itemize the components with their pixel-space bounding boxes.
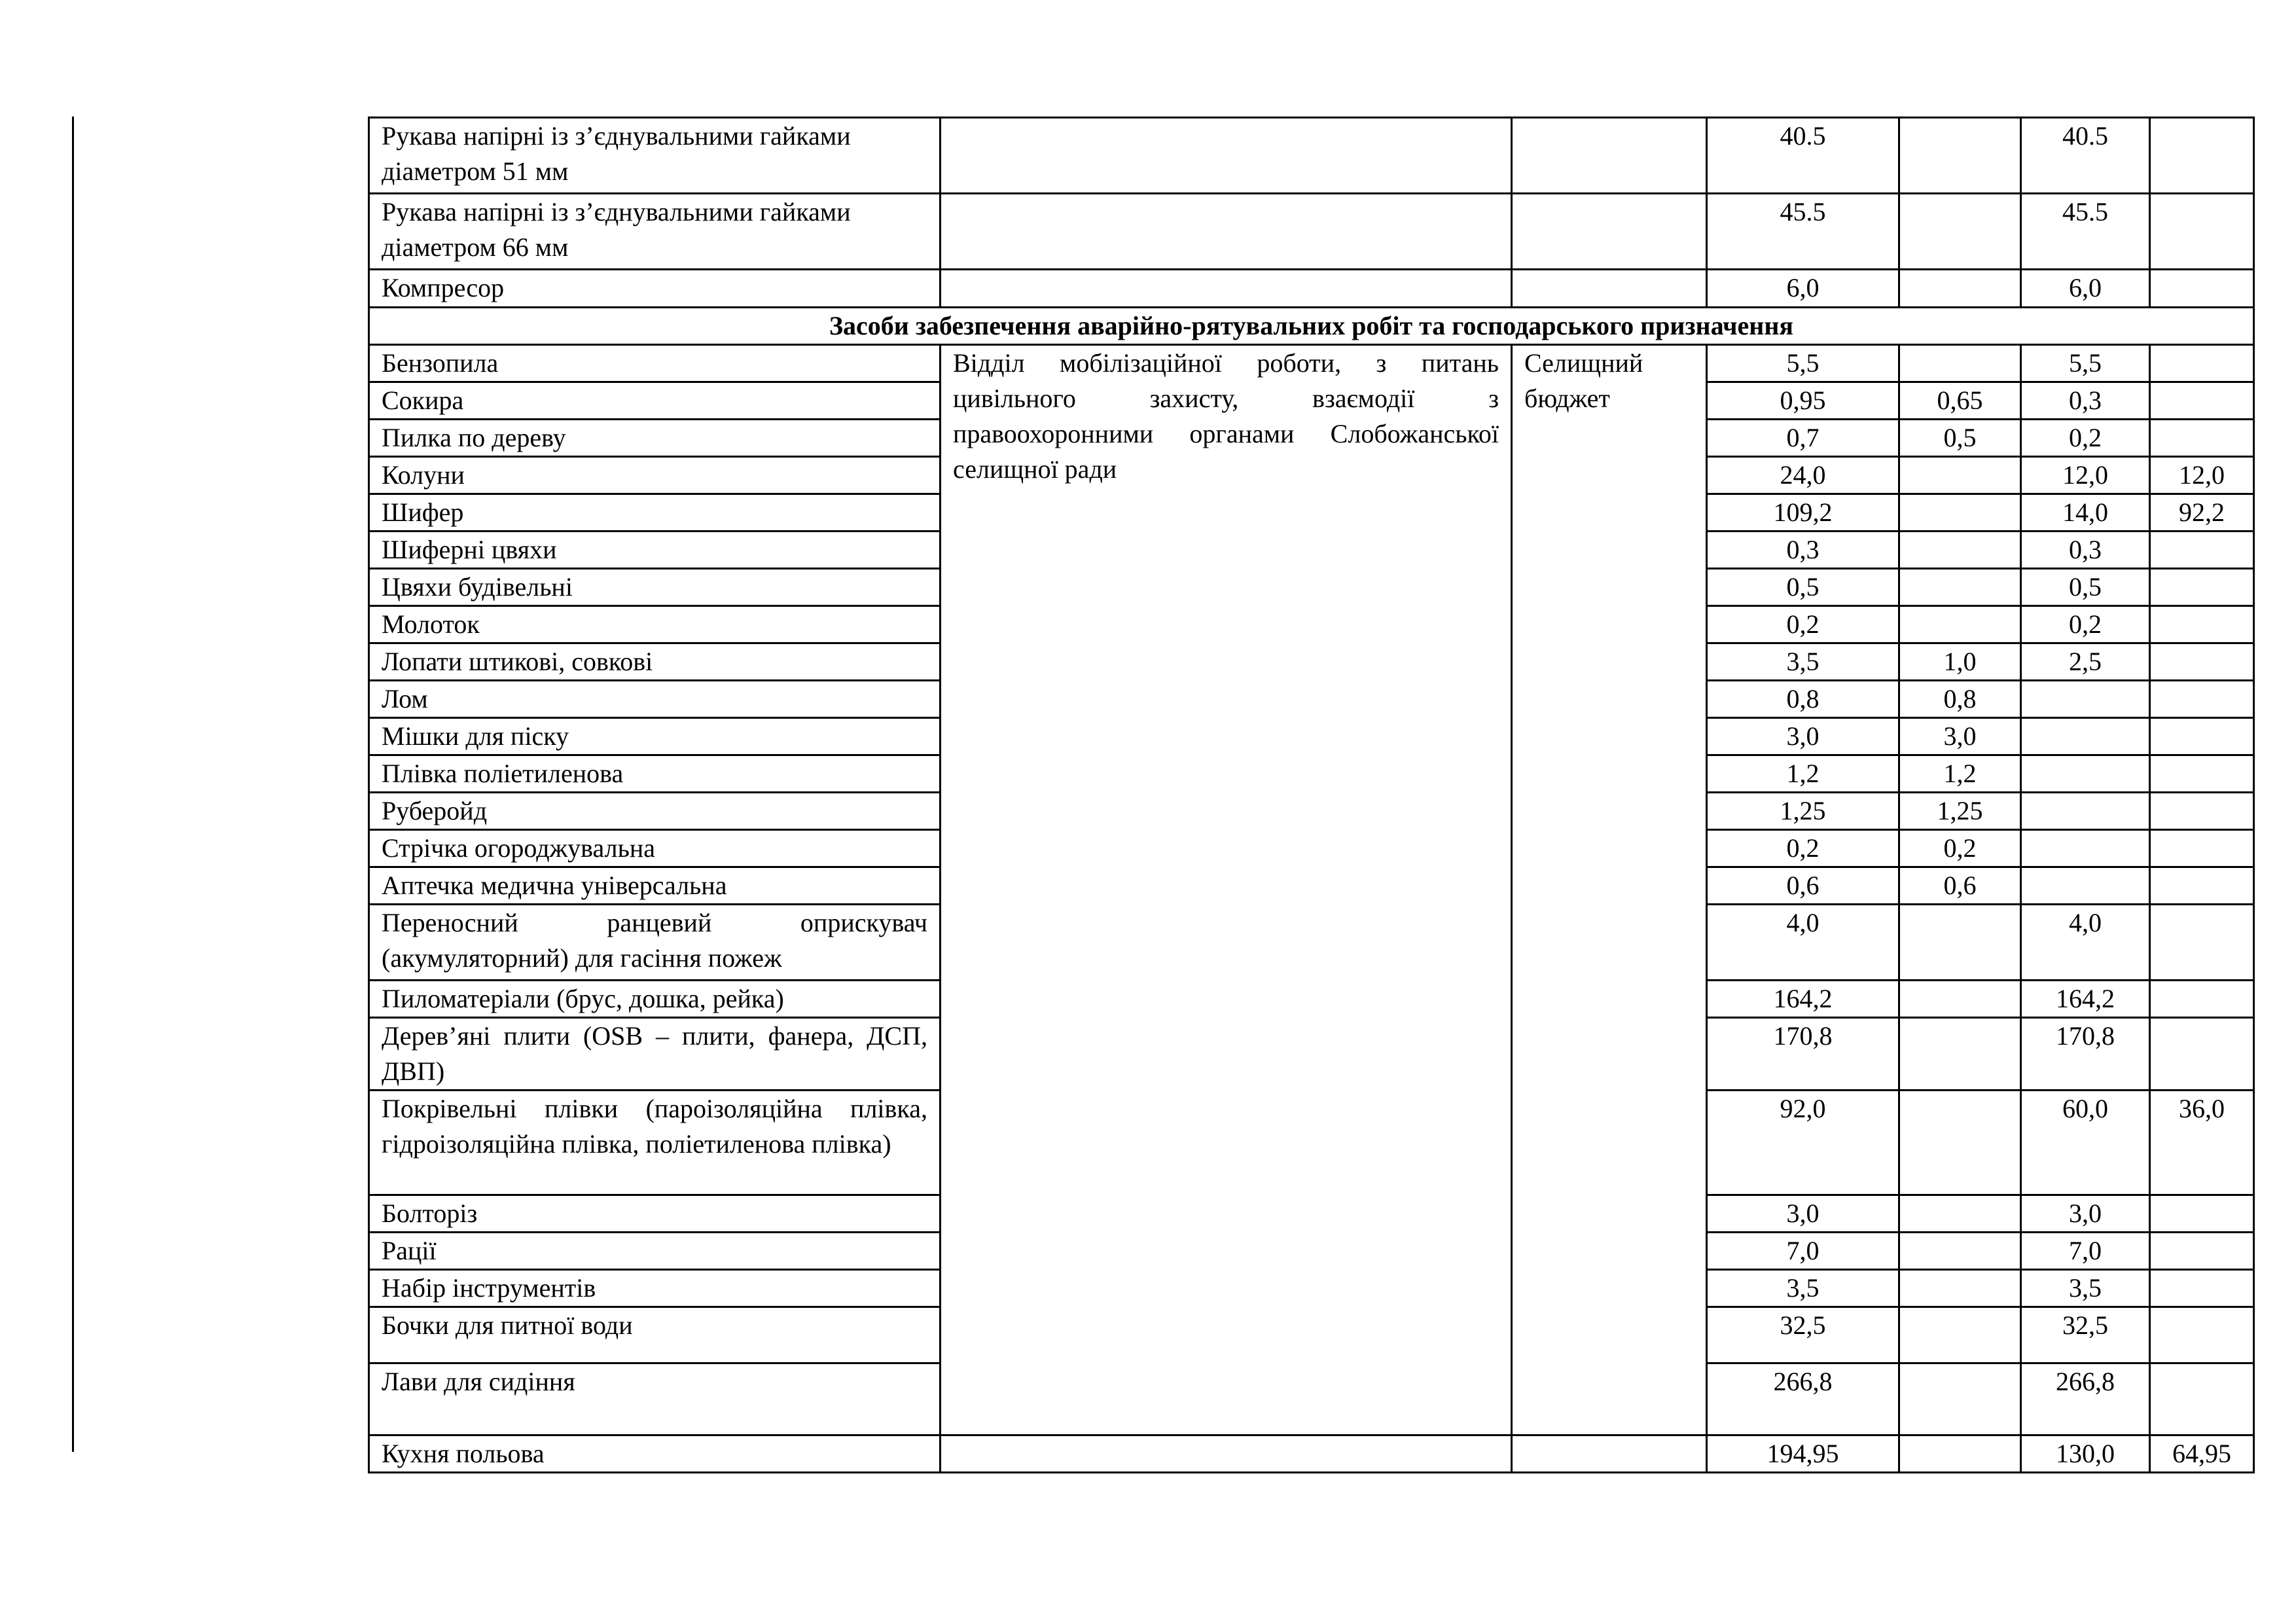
total-cell: 164,2: [1707, 981, 1899, 1018]
responsible-cell: [941, 118, 1512, 194]
col2-cell: [1899, 118, 2021, 194]
item-name: Покрівельні плівки (пароізоляційна плівка, гідроізоляційна плівка, поліетиленова плівка): [369, 1091, 941, 1195]
col3-cell: 40.5: [2021, 118, 2150, 194]
item-name: Пиломатеріали (брус, дошка, рейка): [369, 981, 941, 1018]
table-row: [369, 345, 2254, 382]
col2-cell: 3,0: [1899, 718, 2021, 755]
funding-source: Селищний бюджет: [1512, 345, 1707, 1435]
col4-cell: [2150, 532, 2254, 569]
total-cell: 170,8: [1707, 1018, 1899, 1091]
col4-cell: 64,95: [2150, 1435, 2254, 1473]
col3-cell: 45.5: [2021, 194, 2150, 270]
col3-cell: 6,0: [2021, 270, 2150, 308]
total-cell: 4,0: [1707, 905, 1899, 981]
item-name: Плівка поліетиленова: [369, 755, 941, 793]
total-cell: 1,2: [1707, 755, 1899, 793]
total-cell: 1,25: [1707, 793, 1899, 830]
col3-cell: 12,0: [2021, 457, 2150, 494]
col2-cell: [1899, 345, 2021, 382]
item-name: Руберойд: [369, 793, 941, 830]
table-row: [369, 118, 2254, 194]
total-cell: 266,8: [1707, 1363, 1899, 1435]
col3-cell: 4,0: [2021, 905, 2150, 981]
col2-cell: 0,2: [1899, 830, 2021, 867]
col2-cell: 0,65: [1899, 382, 2021, 420]
total-cell: 92,0: [1707, 1091, 1899, 1195]
col2-cell: [1899, 1018, 2021, 1091]
total-cell: 0,7: [1707, 420, 1899, 457]
item-name: Шифер: [369, 494, 941, 532]
table-row: [369, 270, 2254, 308]
col3-cell: 0,3: [2021, 532, 2150, 569]
col2-cell: [1899, 270, 2021, 308]
item-name: Лави для сидіння: [369, 1363, 941, 1435]
col4-cell: [2150, 194, 2254, 270]
col2-cell: [1899, 981, 2021, 1018]
total-cell: 7,0: [1707, 1233, 1899, 1270]
total-cell: 3,5: [1707, 643, 1899, 681]
total-cell: 0,3: [1707, 532, 1899, 569]
item-name: Болторіз: [369, 1195, 941, 1233]
total-cell: 32,5: [1707, 1307, 1899, 1363]
col3-cell: [2021, 830, 2150, 867]
col3-cell: 7,0: [2021, 1233, 2150, 1270]
funding-cell: [1512, 118, 1707, 194]
total-cell: 3,0: [1707, 718, 1899, 755]
col2-cell: [1899, 1091, 2021, 1195]
col3-cell: 0,2: [2021, 606, 2150, 643]
section-row: [369, 308, 2254, 345]
item-name: Цвяхи будівельні: [369, 569, 941, 606]
col4-cell: [2150, 830, 2254, 867]
col3-cell: [2021, 755, 2150, 793]
budget-table: [368, 117, 2255, 1473]
total-cell: 0,5: [1707, 569, 1899, 606]
item-name: Молоток: [369, 606, 941, 643]
col4-cell: [2150, 867, 2254, 905]
col3-cell: 0,2: [2021, 420, 2150, 457]
item-name: Набір інструментів: [369, 1270, 941, 1307]
total-cell: 40.5: [1707, 118, 1899, 194]
col3-cell: [2021, 718, 2150, 755]
col4-cell: [2150, 270, 2254, 308]
col3-cell: 32,5: [2021, 1307, 2150, 1363]
col2-cell: [1899, 532, 2021, 569]
item-name: Кухня польова: [369, 1435, 941, 1473]
col4-cell: [2150, 755, 2254, 793]
responsible-cell: [941, 270, 1512, 308]
col4-cell: [2150, 1270, 2254, 1307]
total-cell: 45.5: [1707, 194, 1899, 270]
item-name: Переносний ранцевий оприскувач (акумуляторний) для гасіння пожеж: [369, 905, 941, 981]
col2-cell: [1899, 1195, 2021, 1233]
total-cell: 3,0: [1707, 1195, 1899, 1233]
col3-cell: [2021, 793, 2150, 830]
funding-cell: [1512, 270, 1707, 308]
item-name: Дерев’яні плити (OSB – плити, фанера, ДСП, ДВП): [369, 1018, 941, 1091]
col4-cell: [2150, 1307, 2254, 1363]
total-cell: 194,95: [1707, 1435, 1899, 1473]
col3-cell: 60,0: [2021, 1091, 2150, 1195]
total-cell: 3,5: [1707, 1270, 1899, 1307]
col2-cell: 0,8: [1899, 681, 2021, 718]
col3-cell: 2,5: [2021, 643, 2150, 681]
col2-cell: [1899, 606, 2021, 643]
item-name: Лом: [369, 681, 941, 718]
col3-cell: 0,5: [2021, 569, 2150, 606]
col2-cell: [1899, 1270, 2021, 1307]
col4-cell: [2150, 643, 2254, 681]
section-title: Засоби забезпечення аварійно-рятувальних робіт та господарського призначення: [369, 308, 2254, 345]
total-cell: 6,0: [1707, 270, 1899, 308]
col2-cell: 0,5: [1899, 420, 2021, 457]
total-cell: 109,2: [1707, 494, 1899, 532]
table-row: [369, 194, 2254, 270]
total-cell: 0,2: [1707, 830, 1899, 867]
col2-cell: 1,2: [1899, 755, 2021, 793]
col4-cell: [2150, 118, 2254, 194]
table-row: [369, 1435, 2254, 1473]
col3-cell: 14,0: [2021, 494, 2150, 532]
col3-cell: 3,0: [2021, 1195, 2150, 1233]
item-name: Бочки для питної води: [369, 1307, 941, 1363]
col3-cell: 0,3: [2021, 382, 2150, 420]
col3-cell: 5,5: [2021, 345, 2150, 382]
item-name: Рукава напірні із з’єднувальними гайками діаметром 51 мм: [369, 118, 941, 194]
responsible-department: Відділ мобілізаційної роботи, з питань цивільного захисту, взаємодії з правоохоронними органами Слобожанської селищної ради: [941, 345, 1512, 1435]
item-name: Колуни: [369, 457, 941, 494]
col2-cell: [1899, 1363, 2021, 1435]
total-cell: 0,2: [1707, 606, 1899, 643]
col3-cell: [2021, 867, 2150, 905]
item-name: Стрічка огороджувальна: [369, 830, 941, 867]
col4-cell: 92,2: [2150, 494, 2254, 532]
col4-cell: [2150, 981, 2254, 1018]
col3-cell: [2021, 681, 2150, 718]
col3-cell: 130,0: [2021, 1435, 2150, 1473]
col4-cell: [2150, 420, 2254, 457]
col4-cell: [2150, 1363, 2254, 1435]
item-name: Рукава напірні із з’єднувальними гайками діаметром 66 мм: [369, 194, 941, 270]
item-name: Пилка по дереву: [369, 420, 941, 457]
total-cell: 24,0: [1707, 457, 1899, 494]
col4-cell: [2150, 569, 2254, 606]
col2-cell: [1899, 494, 2021, 532]
item-name: Сокира: [369, 382, 941, 420]
col4-cell: [2150, 345, 2254, 382]
col4-cell: [2150, 905, 2254, 981]
item-name: Шиферні цвяхи: [369, 532, 941, 569]
item-name: Лопати штикові, совкові: [369, 643, 941, 681]
col2-cell: [1899, 194, 2021, 270]
col2-cell: 1,25: [1899, 793, 2021, 830]
col2-cell: [1899, 1435, 2021, 1473]
col2-cell: [1899, 1307, 2021, 1363]
col2-cell: 0,6: [1899, 867, 2021, 905]
total-cell: 0,95: [1707, 382, 1899, 420]
funding-cell: [1512, 1435, 1707, 1473]
col4-cell: [2150, 382, 2254, 420]
item-name: Рації: [369, 1233, 941, 1270]
item-name: Компресор: [369, 270, 941, 308]
col4-cell: [2150, 793, 2254, 830]
col4-cell: 12,0: [2150, 457, 2254, 494]
funding-cell: [1512, 194, 1707, 270]
total-cell: 0,8: [1707, 681, 1899, 718]
col3-cell: 164,2: [2021, 981, 2150, 1018]
item-name: Мішки для піску: [369, 718, 941, 755]
total-cell: 0,6: [1707, 867, 1899, 905]
total-cell: 5,5: [1707, 345, 1899, 382]
col3-cell: 170,8: [2021, 1018, 2150, 1091]
col2-cell: [1899, 1233, 2021, 1270]
col2-cell: [1899, 569, 2021, 606]
item-name: Бензопила: [369, 345, 941, 382]
col2-cell: 1,0: [1899, 643, 2021, 681]
responsible-cell: [941, 194, 1512, 270]
col2-cell: [1899, 457, 2021, 494]
col4-cell: 36,0: [2150, 1091, 2254, 1195]
responsible-cell: [941, 1435, 1512, 1473]
col4-cell: [2150, 606, 2254, 643]
col4-cell: [2150, 718, 2254, 755]
col4-cell: [2150, 1195, 2254, 1233]
page-margin-line: [72, 117, 74, 1452]
col4-cell: [2150, 681, 2254, 718]
col4-cell: [2150, 1233, 2254, 1270]
col3-cell: 266,8: [2021, 1363, 2150, 1435]
col2-cell: [1899, 905, 2021, 981]
col3-cell: 3,5: [2021, 1270, 2150, 1307]
item-name: Аптечка медична універсальна: [369, 867, 941, 905]
col4-cell: [2150, 1018, 2254, 1091]
